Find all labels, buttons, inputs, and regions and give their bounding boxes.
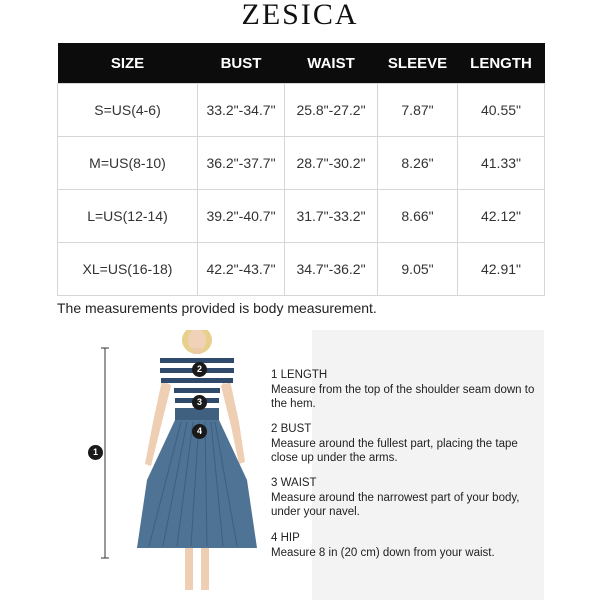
instruction-text: Measure around the narrowest part of your body, under your navel. bbox=[271, 491, 520, 518]
model-leg bbox=[201, 548, 209, 590]
instruction-title: 4 HIP bbox=[271, 532, 300, 544]
size-cell: XL=US(16-18) bbox=[58, 243, 198, 296]
length-cell: 42.91" bbox=[458, 243, 545, 296]
header-size: SIZE bbox=[58, 43, 198, 84]
header-length: LENGTH bbox=[458, 43, 545, 84]
sleeve-cell: 7.87" bbox=[378, 84, 458, 137]
header-bust: BUST bbox=[198, 43, 285, 84]
model-face bbox=[188, 330, 206, 351]
size-cell: M=US(8-10) bbox=[58, 137, 198, 190]
instruction-title: 2 BUST bbox=[271, 423, 312, 435]
marker-1: 1 bbox=[88, 445, 103, 460]
size-cell: S=US(4-6) bbox=[58, 84, 198, 137]
length-cell: 42.12" bbox=[458, 190, 545, 243]
instruction-title: 1 LENGTH bbox=[271, 369, 328, 381]
header-waist: WAIST bbox=[285, 43, 378, 84]
waist-cell: 31.7"-33.2" bbox=[285, 190, 378, 243]
bust-cell: 42.2"-43.7" bbox=[198, 243, 285, 296]
bust-cell: 39.2"-40.7" bbox=[198, 190, 285, 243]
instruction-waist bbox=[271, 476, 541, 520]
marker-2: 2 bbox=[192, 362, 207, 377]
instruction-text: Measure 8 in (20 cm) down from your waist. bbox=[271, 546, 495, 559]
size-chart-table bbox=[57, 43, 545, 296]
table-row bbox=[58, 84, 545, 137]
model-leg bbox=[185, 548, 193, 590]
measurement-guide bbox=[57, 330, 544, 600]
sleeve-cell: 9.05" bbox=[378, 243, 458, 296]
waist-cell: 25.8"-27.2" bbox=[285, 84, 378, 137]
bust-cell: 36.2"-37.7" bbox=[198, 137, 285, 190]
length-cell: 40.55" bbox=[458, 84, 545, 137]
table-header-row bbox=[58, 43, 545, 84]
waist-cell: 34.7"-36.2" bbox=[285, 243, 378, 296]
bust-cell: 33.2"-34.7" bbox=[198, 84, 285, 137]
table-row bbox=[58, 243, 545, 296]
measurement-note: The measurements provided is body measurement. bbox=[57, 300, 377, 316]
waist-cell: 28.7"-30.2" bbox=[285, 137, 378, 190]
sleeve-cell: 8.26" bbox=[378, 137, 458, 190]
marker-3: 3 bbox=[192, 395, 207, 410]
size-cell: L=US(12-14) bbox=[58, 190, 198, 243]
marker-4: 4 bbox=[192, 424, 207, 439]
length-cell: 41.33" bbox=[458, 137, 545, 190]
instruction-text: Measure from the top of the shoulder seam down to the hem. bbox=[271, 383, 535, 410]
instruction-hip bbox=[271, 531, 541, 560]
table-row bbox=[58, 137, 545, 190]
table-row bbox=[58, 190, 545, 243]
instruction-text: Measure around the fullest part, placing the tape close up under the arms. bbox=[271, 437, 518, 464]
instruction-bust bbox=[271, 422, 541, 466]
header-sleeve: SLEEVE bbox=[378, 43, 458, 84]
brand-logo: ZESICA bbox=[241, 0, 359, 31]
instruction-length bbox=[271, 368, 541, 412]
instruction-title: 3 WAIST bbox=[271, 477, 317, 489]
sleeve-cell: 8.66" bbox=[378, 190, 458, 243]
